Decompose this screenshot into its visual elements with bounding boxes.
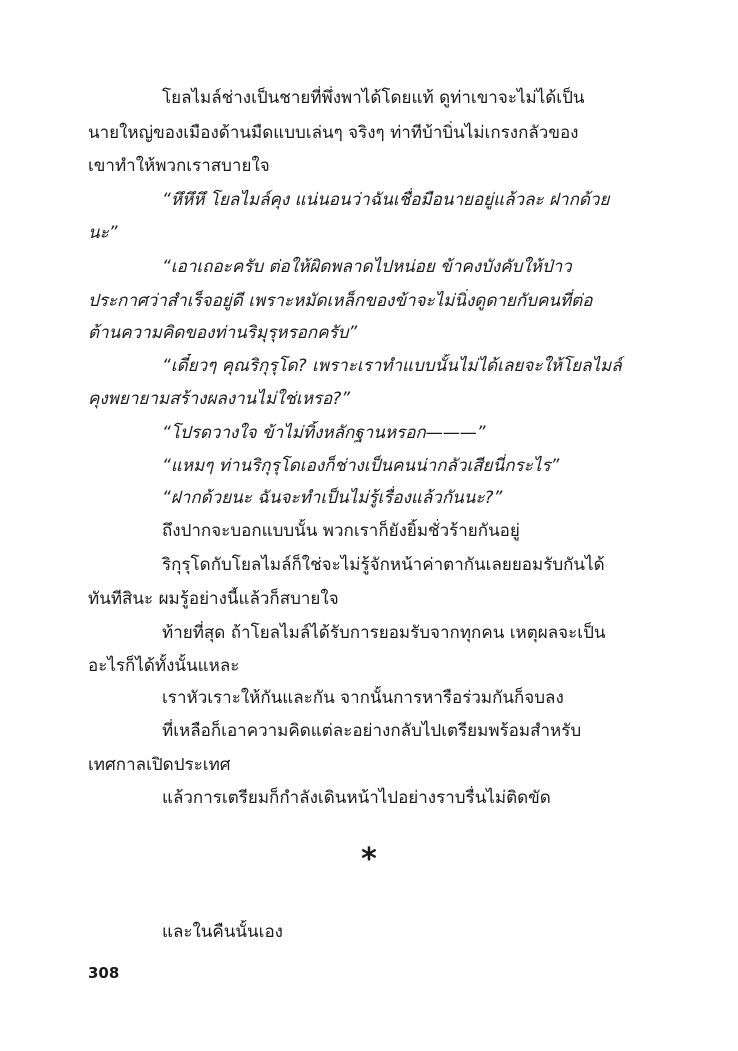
text-line: ริกุรุโดกับโยลไมล์ก็ใช่จะไม่รู้จักหน้าค่าตากันเลยยอมรับกันได้ (162, 555, 605, 575)
dialogue-line: ประกาศว่าสำเร็จอยู่ดี เพราะหมัดเหล็กของข้าจะไม่นิ่งดูดายกับคนที่ต่อ (88, 291, 593, 311)
text-line: อะไรก็ได้ทั้งนั้นแหละ (88, 656, 240, 676)
text-line: ทันทีสินะ ผมรู้อย่างนี้แล้วก็สบายใจ (88, 589, 339, 609)
dialogue-line: “หึหึหึ โยลไมล์คุง แน่นอนว่าฉันเชื่อมือนายอยู่แล้วละ ฝากด้วย (162, 190, 610, 210)
dialogue-line: “เดี๋ยวๆ คุณริกุรุโด? เพราะเราทำแบบนั้นไม่ได้เลยจะให้โยลไมล์ (162, 356, 622, 376)
dialogue-line: “โปรดวางใจ ข้าไม่ทิ้งหลักฐานหรอก———” (162, 423, 486, 443)
text-line: ท้ายที่สุด ถ้าโยลไมล์ได้รับการยอมรับจากทุกคน เหตุผลจะเป็น (162, 623, 606, 643)
dialogue-line: คุงพยายามสร้างผลงานไม่ใช่เหรอ?” (88, 389, 351, 409)
text-line: ที่เหลือก็เอาความคิดแต่ละอย่างกลับไปเตรียมพร้อมสำหรับ (162, 721, 582, 741)
text-line: เขาทำให้พวกเราสบายใจ (88, 156, 270, 176)
scene-break-separator: * (361, 842, 377, 877)
page-number: 308 (88, 964, 120, 982)
dialogue-line: “แหมๆ ท่านริกุรุโดเองก็ช่างเป็นคนน่ากลัวเสียนี่กระไร” (162, 456, 560, 476)
text-line: และในคืนนั้นเอง (162, 922, 283, 942)
dialogue-line: นะ” (88, 223, 118, 243)
text-line: แล้วการเตรียมก็กำลังเดินหน้าไปอย่างราบรื่นไม่ติดขัด (162, 788, 551, 808)
text-line: เทศกาลเปิดประเทศ (88, 755, 231, 775)
text-line: เราหัวเราะให้กันและกัน จากนั้นการหารือร่วมกันก็จบลง (162, 688, 564, 708)
text-line: โยลไมล์ช่างเป็นชายที่พึ่งพาได้โดยแท้ ดูท่าเขาจะไม่ได้เป็น (162, 88, 585, 108)
dialogue-line: “ฝากด้วยนะ ฉันจะทำเป็นไม่รู้เรื่องแล้วกันนะ?” (162, 488, 503, 508)
text-line: นายใหญ่ของเมืองด้านมืดแบบเล่นๆ จริงๆ ท่าทีบ้าบิ่นไม่เกรงกลัวของ (88, 123, 579, 143)
dialogue-line: ต้านความคิดของท่านริมุรุหรอกครับ” (88, 323, 358, 343)
text-line: ถึงปากจะบอกแบบนั้น พวกเราก็ยังยิ้มชั่วร้ายกันอยู่ (162, 521, 520, 541)
dialogue-line: “เอาเถอะครับ ต่อให้ผิดพลาดไปหน่อย ข้าคงบังคับให้ป่าว (162, 257, 572, 277)
